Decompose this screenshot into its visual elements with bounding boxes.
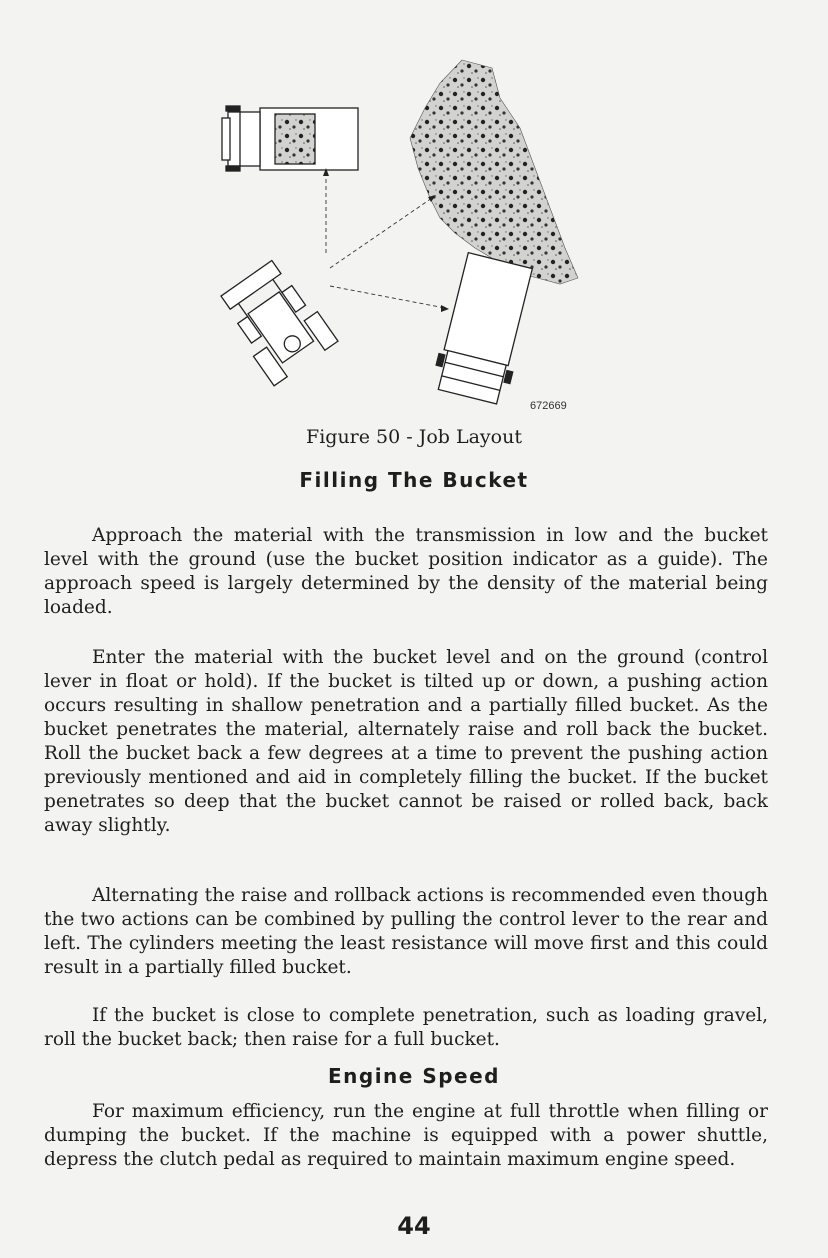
job-layout-figure [200, 48, 600, 428]
paragraph: Approach the material with the transmission in low and the bucket level with the ground (use the bucket position indicator as a guide). The approach speed is largely determined by the density of the material being loaded. [44, 525, 768, 618]
figure-caption: Figure 50 - Job Layout [306, 426, 522, 448]
page-number: 44 [397, 1212, 431, 1240]
heading-engine-speed: Engine Speed [327, 1064, 500, 1088]
paragraph: Enter the material with the bucket level and on the ground (control lever in float or hold). If the bucket is tilted up or down, a pushing action occurs resulting in shallow penetration and a partially filled bucket. As the bucket penetrates the material, alternately raise and roll back the bucket. Roll the bucket back a few degrees at a time to prevent the pushing action previously mentioned and aid in completely filling the bucket. If the bucket penetrates so deep that the bucket cannot be raised or rolled back, back away slightly. [44, 647, 768, 836]
heading-filling-the-bucket: Filling The Bucket [299, 468, 529, 492]
figure-number: 672669 [530, 400, 567, 412]
paragraph: If the bucket is close to complete penetration, such as loading gravel, roll the bucket back; then raise for a full bucket. [44, 1005, 768, 1050]
dump-truck-bottom [431, 252, 539, 406]
paragraph: Alternating the raise and rollback actions is recommended even though the two actions can be combined by pulling the control lever to the rear and left. The cylinders meeting the least resistance will move first and this could result in a partially filled bucket. [44, 885, 768, 978]
loader-tractor [214, 256, 338, 386]
material-pile [410, 60, 578, 284]
paragraph: For maximum efficiency, run the engine at full throttle when filling or dumping the bucket. If the machine is equipped with a power shuttle, depress the clutch pedal as required to maintain maximum engine speed. [44, 1101, 768, 1170]
dump-truck-top [222, 106, 358, 171]
travel-paths [326, 172, 445, 308]
